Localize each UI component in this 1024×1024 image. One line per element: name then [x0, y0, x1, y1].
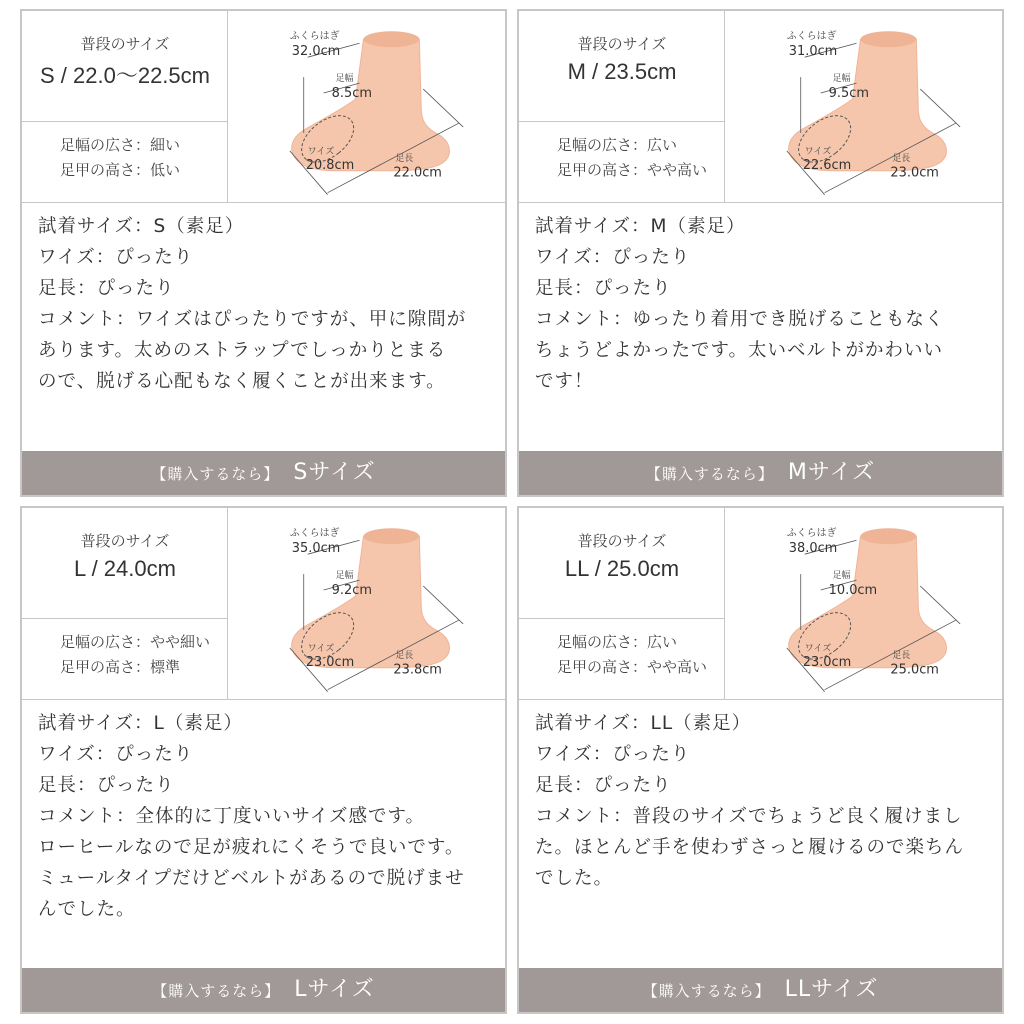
usual-size-label: 普段のサイズ	[80, 35, 170, 53]
length-tick-right	[423, 89, 463, 127]
foot-width-label: 足幅	[335, 571, 354, 582]
review-line: でした。	[535, 868, 614, 889]
foot-attributes	[22, 133, 227, 183]
usual-size-box	[22, 11, 228, 122]
length-tick-right	[920, 586, 960, 624]
foot-diagram	[228, 11, 505, 203]
buy-size: Sサイズ	[293, 460, 376, 485]
wise-value: 23.0cm	[802, 654, 852, 670]
instep-height-attribute: 足甲の高さ：標準	[60, 658, 181, 676]
foot-attributes	[519, 133, 724, 183]
calf-label: ふくらはぎ	[786, 528, 837, 540]
instep-height-attribute: 足甲の高さ：やや高い	[557, 658, 708, 676]
foot-diagram	[725, 11, 1002, 203]
buy-prefix: 【購入するなら】	[152, 982, 281, 1000]
length-tick-right	[920, 89, 960, 127]
review-line: ワイズ：ぴったり	[38, 744, 194, 765]
card-top	[519, 11, 1002, 203]
wise-value: 23.0cm	[305, 654, 355, 670]
review-line: コメント：ゆったり着用でき脱げることもなく	[535, 309, 945, 330]
review-line: です！	[535, 371, 594, 392]
wise-value: 22.6cm	[802, 157, 852, 173]
foot-width-value: 10.0cm	[828, 583, 878, 599]
length-tick-right	[423, 586, 463, 624]
length-label: 足長	[892, 153, 911, 164]
foot-width-attribute: 足幅の広さ：やや細い	[60, 633, 211, 651]
buy-size: LLサイズ	[784, 977, 879, 1002]
buy-size-banner[interactable]	[22, 451, 505, 495]
foot-width-value: 9.2cm	[331, 583, 372, 599]
buy-size-banner[interactable]	[519, 968, 1002, 1012]
buy-size-banner[interactable]	[22, 968, 505, 1012]
calf-value: 32.0cm	[291, 44, 341, 60]
card-top	[519, 508, 1002, 700]
foot-width-label: 足幅	[832, 74, 851, 85]
card-top	[22, 11, 505, 203]
usual-size-value: M / 23.5cm	[567, 59, 677, 84]
calf-top-ellipse	[861, 31, 917, 47]
length-label: 足長	[395, 650, 414, 661]
wise-label: ワイズ	[804, 643, 832, 654]
size-review-card	[20, 9, 507, 497]
buy-size: Mサイズ	[787, 460, 876, 485]
buy-prefix: 【購入するなら】	[645, 465, 774, 483]
buy-prefix: 【購入するなら】	[151, 465, 280, 483]
foot-illustration	[725, 508, 1002, 700]
review-line: 足長：ぴったり	[38, 775, 175, 796]
foot-diagram	[228, 508, 505, 700]
size-review-card	[517, 9, 1004, 497]
foot-diagram	[725, 508, 1002, 700]
usual-size-label: 普段のサイズ	[80, 532, 170, 550]
review-line: ワイズ：ぴったり	[38, 247, 194, 268]
usual-size-value: S / 22.0〜22.5cm	[40, 63, 210, 88]
usual-size-box	[519, 508, 725, 619]
review-text	[38, 211, 495, 397]
usual-size-box	[22, 508, 228, 619]
length-label: 足長	[395, 153, 414, 164]
usual-size-value: L / 24.0cm	[74, 556, 176, 581]
calf-label: ふくらはぎ	[289, 528, 340, 540]
foot-illustration	[725, 11, 1002, 203]
review-line: んでした。	[38, 899, 136, 920]
usual-size-label: 普段のサイズ	[577, 35, 667, 53]
calf-value: 35.0cm	[291, 541, 341, 557]
calf-top-ellipse	[861, 528, 917, 544]
wise-label: ワイズ	[307, 146, 335, 157]
review-line: あります。太めのストラップでしっかりとまる	[38, 340, 447, 361]
length-value: 25.0cm	[890, 662, 939, 678]
calf-label: ふくらはぎ	[289, 31, 340, 43]
review-line: 試着サイズ：L（素足）	[38, 713, 243, 734]
review-line: ワイズ：ぴったり	[535, 247, 691, 268]
length-value: 23.8cm	[393, 662, 442, 678]
review-text	[38, 708, 495, 925]
usual-size-label: 普段のサイズ	[577, 532, 667, 550]
wise-value: 20.8cm	[305, 157, 355, 173]
foot-width-attribute: 足幅の広さ：広い	[557, 136, 678, 154]
foot-width-attribute: 足幅の広さ：細い	[60, 136, 181, 154]
buy-prefix: 【購入するなら】	[642, 982, 771, 1000]
foot-attributes	[22, 630, 227, 680]
buy-size-banner[interactable]	[519, 451, 1002, 495]
review-line: ちょうどよかったです。太いベルトがかわいい	[535, 340, 944, 361]
length-value: 23.0cm	[890, 165, 939, 181]
review-line: コメント：普段のサイズでちょうど良く履けまし	[535, 806, 963, 827]
card-top	[22, 508, 505, 700]
review-text	[535, 211, 992, 397]
foot-attributes	[519, 630, 724, 680]
instep-height-attribute: 足甲の高さ：やや高い	[557, 161, 708, 179]
size-info-column	[22, 508, 228, 700]
calf-top-ellipse	[364, 528, 420, 544]
size-review-card	[20, 506, 507, 1014]
size-info-column	[22, 11, 228, 203]
length-value: 22.0cm	[393, 165, 442, 181]
review-line: 足長：ぴったり	[535, 278, 672, 299]
review-line: ミュールタイプだけどベルトがあるので脱げませ	[38, 868, 465, 889]
calf-value: 38.0cm	[788, 541, 838, 557]
size-info-column	[519, 11, 725, 203]
review-line: ローヒールなので足が疲れにくそうで良いです。	[38, 837, 465, 858]
usual-size-value: LL / 25.0cm	[564, 556, 680, 581]
usual-size-box	[519, 11, 725, 122]
review-line: 足長：ぴったり	[38, 278, 175, 299]
review-line: 試着サイズ：LL（素足）	[535, 713, 752, 734]
wise-label: ワイズ	[307, 643, 335, 654]
review-line: た。ほとんど手を使わずさっと履けるので楽ちん	[535, 837, 965, 858]
review-line: 試着サイズ：S（素足）	[38, 216, 245, 237]
calf-value: 31.0cm	[788, 44, 838, 60]
foot-illustration	[228, 11, 505, 203]
review-line: 試着サイズ：M（素足）	[535, 216, 746, 237]
size-review-card	[517, 506, 1004, 1014]
review-line: ワイズ：ぴったり	[535, 744, 691, 765]
review-line: ので、脱げる心配もなく履くことが出来ます。	[38, 371, 446, 392]
foot-width-label: 足幅	[832, 571, 851, 582]
length-label: 足長	[892, 650, 911, 661]
review-line: コメント：ワイズはぴったりですが、甲に隙間が	[38, 309, 467, 330]
calf-top-ellipse	[364, 31, 420, 47]
buy-size: Lサイズ	[294, 977, 375, 1002]
foot-width-attribute: 足幅の広さ：広い	[557, 633, 678, 651]
wise-label: ワイズ	[804, 146, 832, 157]
foot-width-value: 9.5cm	[828, 86, 869, 102]
foot-width-label: 足幅	[335, 74, 354, 85]
review-text	[535, 708, 992, 894]
calf-label: ふくらはぎ	[786, 31, 837, 43]
size-info-column	[519, 508, 725, 700]
foot-width-value: 8.5cm	[331, 86, 372, 102]
foot-illustration	[228, 508, 505, 700]
review-line: コメント：全体的に丁度いいサイズ感です。	[38, 806, 426, 827]
instep-height-attribute: 足甲の高さ：低い	[60, 161, 181, 179]
review-line: 足長：ぴったり	[535, 775, 672, 796]
